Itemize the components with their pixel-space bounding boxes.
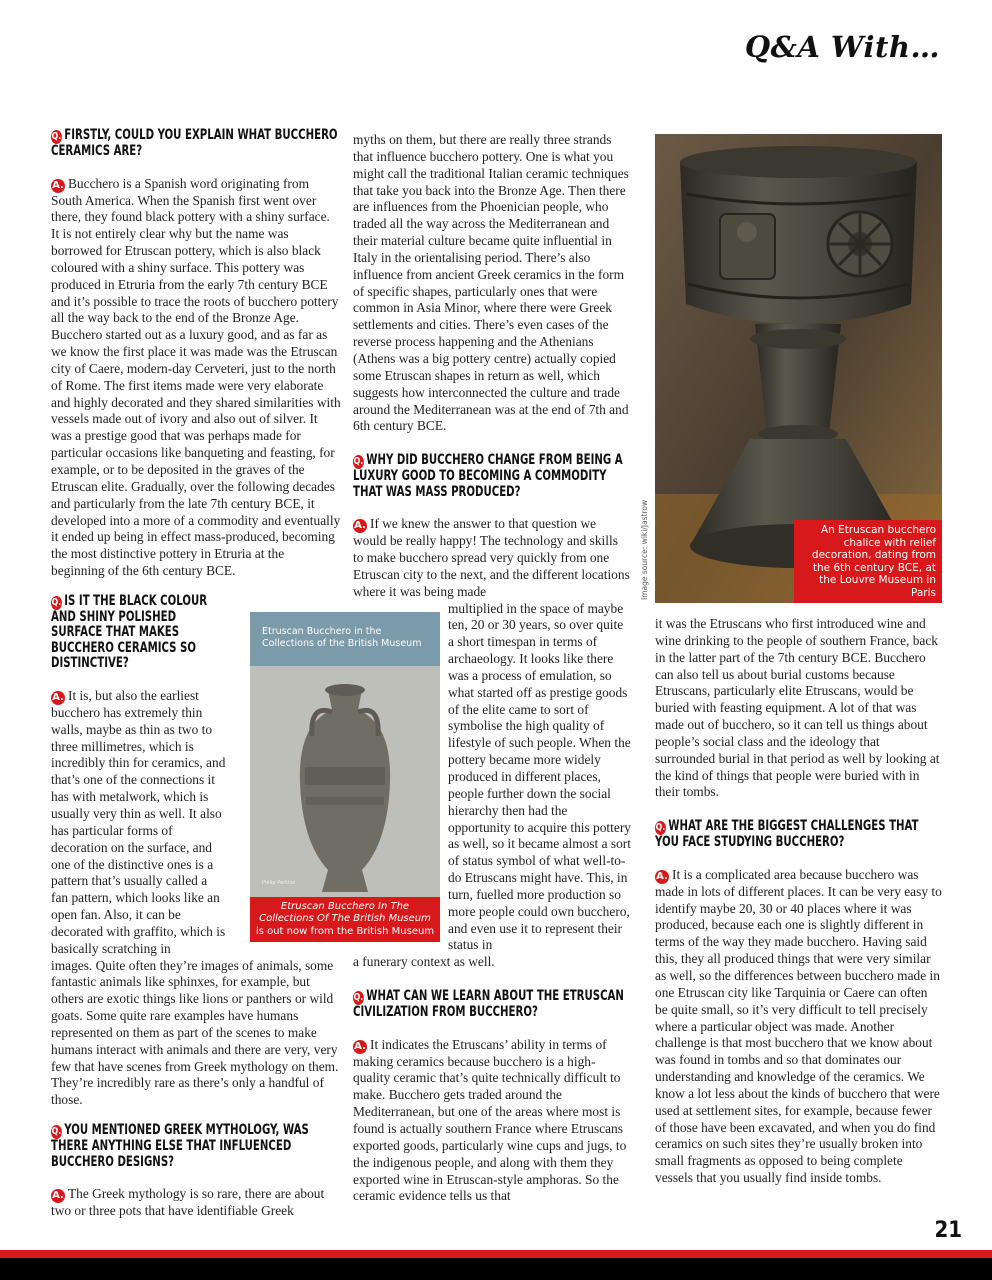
answer-text: It indicates the Etruscans’ ability in terms of making ceramics because bucchero is a high-quality ceramic that’s quite technically difficult to make. Bucchero gets traded around the Mediterranean, but one of the areas where most is found is actually southern France where Etruscans exported goods, particularly wine cups and jugs, to the indigenous people, and along with them they exported wine in Etruscan-style amphoras. So the ceramic evidence tells us that [353, 1036, 627, 1204]
a-badge: A. [354, 1040, 366, 1052]
answer-paragraph [353, 1037, 631, 1206]
a-badge: A. [52, 691, 64, 703]
answer-text: It is, but also the earliest bucchero has extremely thin walls, maybe as thin as two to three millimetres, which is incredibly thin for ceramics, and that’s one of the connections it has with metalwork, which is usually very thin as well. It also has particular forms of decoration on the surface, and one of the distinctive ones is a pattern that’s usually called a fan pattern, which looks like an open fan. Also, it can be decorated with graffito, which is basically scratching in [51, 687, 226, 956]
book-title: Etruscan Bucchero in the Collections of the British Museum [250, 612, 440, 666]
answer-paragraph [655, 867, 943, 1187]
footer-accent-bar [0, 1250, 992, 1258]
answer-text: The Greek mythology is so rare, there are about two or three pots that have identifiable Greek [51, 1186, 325, 1219]
answer-paragraph-continued: images. Quite often they’re images of animals, some fantastic animals like sphinxes, for example, but others are exotic things like lions or panthers or wild goats. Some quite rare examples have humans represented on them as part of the scenes to make humans interact with animals and there are very, very few that have scenes from Greek mythology on them. They’re incredibly rare as there’s only a handful of those. [51, 957, 339, 1108]
page-number: 21 [934, 1218, 962, 1243]
chalice-photo [655, 134, 942, 603]
a-badge: A. [656, 870, 668, 882]
q-badge: Q. [51, 131, 62, 142]
answer-paragraph [51, 176, 341, 580]
question-heading [655, 819, 943, 851]
question-heading [51, 1123, 341, 1170]
chalice-caption: An Etruscan bucchero chalice with relief decoration, dating from the 6th century BCE, at the Louvre Museum in Paris [794, 520, 942, 603]
question-heading [353, 453, 631, 500]
answer-paragraph-wrapped: multiplied in the space of maybe ten, 20 or 30 years, so over quite a short timespan in terms of archaeology. It looks like there was a process of emulation, so what started off as prestige goods of the elite came to sort of symbolise the high quality of lifestyle of such people. When the pottery became more widely produced in different places, people further down the social hierarchy then had the opportunity to acquire this pottery as well, so it became almost a sort of status symbol of what well-to-do Etruscans might have. This, in turn, fuelled more production so more people could own bucchero, and even use it to represent their status in [448, 600, 631, 953]
a-badge: A. [52, 1190, 64, 1202]
a-badge: A. [52, 179, 64, 191]
question-heading [51, 128, 341, 160]
q-badge: Q. [655, 822, 666, 834]
image-credit: Image source: wiki/Jastrow [640, 499, 649, 600]
answer-text: If we knew the answer to that question we would be really happy! The technology and skills to make bucchero spread very quickly from one Etruscan city to the next, and the different locations where it was being made [353, 516, 630, 599]
question-text: WHAT CAN WE LEARN ABOUT THE ETRUSCAN CIVILIZATION FROM BUCCHERO? [353, 988, 624, 1021]
question-heading [51, 594, 227, 672]
book-caption-title: Etruscan Bucchero In The Collections Of The British Museum [259, 900, 431, 924]
question-text: WHY DID BUCCHERO CHANGE FROM BEING A LUXURY GOOD TO BECOMING A COMMODITY THAT WAS MASS PRODUCED? [353, 452, 623, 500]
answer-text: It is a complicated area because bucchero was made in lots of different places. It can be very easy to identify maybe 20, 30 or 40 places where it was produced, because each one is slightly different in terms of the way they made bucchero. Having said this, they all produced things that were very similar as well, so the differences between bucchero made in one Etruscan city like Tarquinia or Caere can often be quite small, so it’s very difficult to tell precisely where a particular object was made. Another challenge is that most bucchero that we know about was found in tombs and so that dominates our understanding and knowledge of the ceramics. We know a lot less about the kinds of bucchero that were used at settlement sites, for example, because fewer of those have been excavated, and when you do find ceramics on such sites they’re usually broken into small fragments as opposed to being complete vessels that you usually find inside tombs. [655, 866, 942, 1186]
book-caption [250, 897, 440, 943]
book-caption-text: is out now from the British Museum [255, 925, 435, 937]
answer-paragraph [51, 688, 227, 958]
a-badge: A. [354, 520, 366, 532]
q-badge: Q. [51, 596, 62, 608]
answer-paragraph [353, 516, 631, 600]
answer-text: Bucchero is a Spanish word originating from South America. When the Spanish first went over there, they found black pottery with a shiny surface. It is not entirely clear why but the name was borrowed for Etruscan pottery, which is also black coloured with a shiny surface. This pottery was produced in Etruria from the early 7th century BCE and it’s possible to trace the roots of bucchero pottery all the way back to the end of the Bronze Age. Bucchero started out as a luxury good, and as far as we know the first place it was made was the Etruscan city of Caere, modern-day Cerveteri, just to the north of Rome. The first items made were very elaborate and highly decorated and they shared similarities with vessels made out of ivory and also out of silver. It was a prestige good that was perhaps made for particular occasions like banqueting and feasting, for example, or to be deposited in the graves of the Etruscan elite. Gradually, over the following decades and particularly from the late 7th century BCE, it developed into a more of a commodity and eventually it ended up being in effect mass-produced, becoming the most distinctive pottery in Etruria at the beginning of the 6th century BCE. [51, 175, 341, 579]
question-heading [353, 989, 631, 1021]
book-author: Philip Perkins [262, 880, 296, 886]
question-text: IS IT THE BLACK COLOUR AND SHINY POLISHED SURFACE THAT MAKES BUCCHERO CERAMICS SO DISTINCTIVE? [51, 592, 208, 672]
answer-paragraph-continued: myths on them, but there are really three strands that influence bucchero pottery. One is what you might call the traditional Italian ceramic techniques that take you back into the Bronze Age. Then there are influences from the Phoenician people, who traded all the way across the Mediterranean and their material culture became quite influential in Italy in the orientalising period. There’s also influence from ancient Greek ceramics in the form of specific shapes, particularly ones that were common in Asia Minor, where there were Greek settlements and cities. There’s even cases of the reverse process happening and the Athenians (Athens was a big pottery centre) actually copied some Etruscan shapes in return as well, which suggests how interconnected the culture and trade around the Mediterranean was at the end of 7th and 6th century BCE. [353, 132, 629, 434]
q-badge: Q. [353, 456, 364, 468]
answer-paragraph-continued: it was the Etruscans who first introduced wine and wine drinking to the people of southern France, back in the latter part of the 7th century BCE. Bucchero can also tell us about burial customs because Etruscans, particularly elite Etruscans, would be buried with feasting equipment. A lot of that was made out of bucchero, so it can tell us things about people’s social class and the ideology that surrounded burial in that period as well by looking at the kind of things that people were buried with in their tombs. [655, 616, 940, 800]
answer-paragraph [51, 1186, 341, 1220]
question-text: WHAT ARE THE BIGGEST CHALLENGES THAT YOU FACE STUDYING BUCCHERO? [655, 818, 919, 851]
answer-paragraph-end: a funerary context as well. [353, 954, 495, 970]
column-3 [655, 616, 943, 1201]
q-badge: Q. [353, 992, 364, 1004]
question-text: YOU MENTIONED GREEK MYTHOLOGY, WAS THERE ANYTHING ELSE THAT INFLUENCED BUCCHERO DESIGNS? [51, 1122, 309, 1170]
question-text: FIRSTLY, COULD YOU EXPLAIN WHAT BUCCHERO CERAMICS ARE? [51, 127, 338, 159]
book-cover-figure [250, 612, 440, 942]
page-header-title: Q&A With… [744, 30, 940, 64]
q-badge: Q. [51, 1126, 62, 1138]
footer-bar [0, 1258, 992, 1280]
